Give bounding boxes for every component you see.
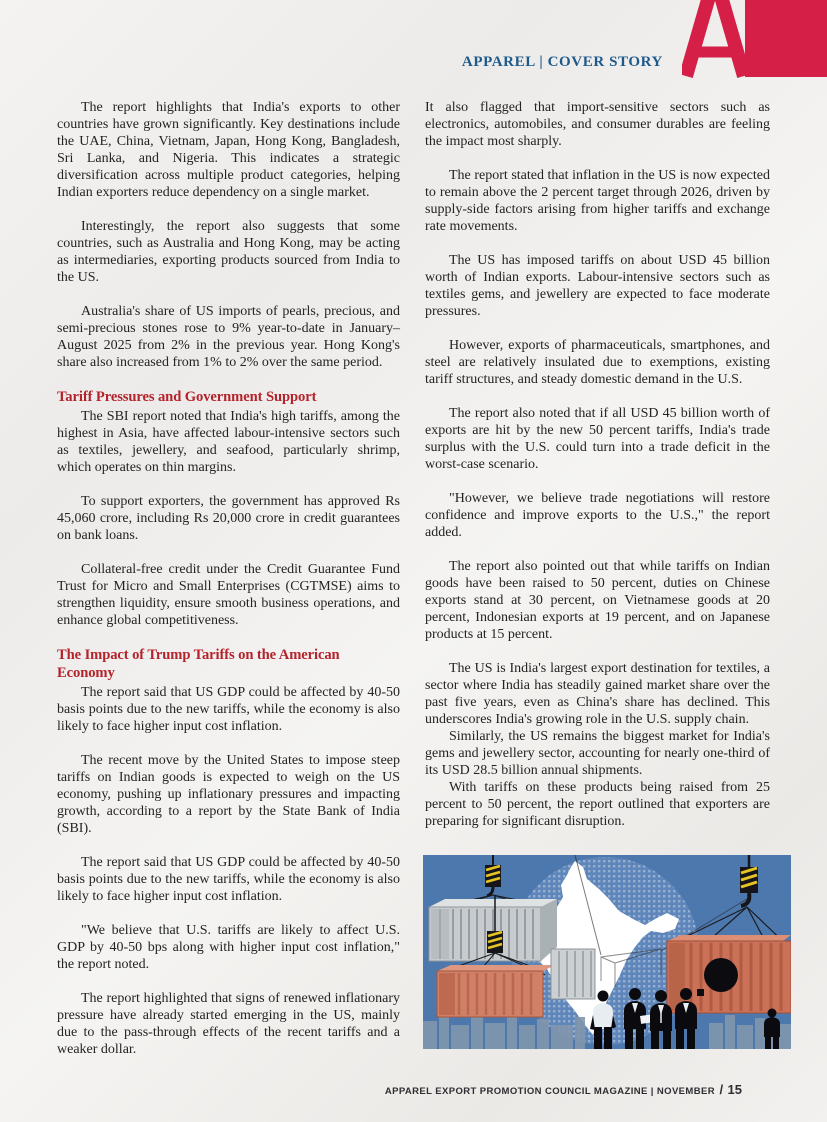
body-paragraph: Interestingly, the report also suggests that some countries, such as Australia and Hong Kong, may be acting as intermediaries, exporting products sourced from India to the US. <box>57 219 400 285</box>
body-paragraph: The SBI report noted that India's high tariffs, among the highest in Asia, have affected labour-intensive sectors such as textiles, jewellery, and seafood, particularly shrimp, which operates on thin margins. <box>57 409 400 475</box>
body-paragraph: The US has imposed tariffs on about USD 45 billion worth of Indian exports. Labour-intensive sectors such as textiles gems, and jewellery are expected to face moderate pressures. <box>425 253 770 319</box>
body-paragraph: The recent move by the United States to impose steep tariffs on Indian goods is expected to weigh on the US economy, pushing up inflationary pressures and impacting growth, according to a report by the State Bank of India (SBI). <box>57 753 400 836</box>
section-heading-trump-tariffs: The Impact of Trump Tariffs on the American Economy <box>57 647 340 681</box>
section-heading-tariff-pressures: Tariff Pressures and Government Support <box>57 389 317 405</box>
body-paragraph: With tariffs on these products being raised from 25 percent to 50 percent, the report outlined that exporters are preparing for significant disruption. <box>425 780 770 829</box>
body-paragraph: The report also noted that if all USD 45 billion worth of exports are hit by the new 50 percent tariffs, India's trade surplus with the U.S. could turn into a trade deficit in the worst-case scenario. <box>425 406 770 472</box>
logo-letter-a <box>686 0 744 76</box>
body-paragraph: "We believe that U.S. tariffs are likely to affect U.S. GDP by 40-50 bps along with higher input cost inflation," the report noted. <box>57 923 400 972</box>
body-paragraph: Similarly, the US remains the biggest market for India's gems and jewellery sector, accounting for nearly one-third of its USD 28.5 billion annual shipments. <box>425 729 770 778</box>
trade-illustration <box>423 855 791 1049</box>
body-paragraph: It also flagged that import-sensitive sectors such as electronics, automobiles, and consumer durables are feeling the impact most sharply. <box>425 100 770 149</box>
footer-magazine-label: APPAREL EXPORT PROMOTION COUNCIL MAGAZINE | NOVEMBER <box>384 1086 715 1097</box>
left-column <box>57 99 400 1075</box>
body-paragraph: The report highlights that India's exports to other countries have grown significantly. Key destinations include the UAE, China, Vietnam, Japan, Hong Kong, Bangladesh, Sri Lanka, and Nigeria. This indicates a strategic diversification across multiple product categories, helping Indian exporters reduce dependency on a single market. <box>57 100 400 200</box>
body-paragraph: The report said that US GDP could be affected by 40-50 basis points due to the new tariffs, while the economy is also likely to face higher input cost inflation. <box>57 855 400 904</box>
footer-separator: / <box>719 1082 724 1097</box>
body-paragraph: The US is India's largest export destination for textiles, a sector where India has steadily gained market share over the past five years, even as China's share has declined. This underscores India's growing role in the U.S. supply chain. <box>425 661 770 727</box>
small-gray-container-icon <box>551 949 595 999</box>
body-paragraph: The report said that US GDP could be affected by 40-50 basis points due to the new tariffs, while the economy is also likely to face higher input cost inflation. <box>57 685 400 734</box>
page-footer <box>385 1081 742 1099</box>
body-paragraph: To support exporters, the government has approved Rs 45,060 crore, including Rs 20,000 crore in credit guarantees on bank loans. <box>57 494 400 543</box>
container-port-hole <box>704 958 738 992</box>
logo-red-block <box>745 0 827 77</box>
body-paragraph: "However, we believe trade negotiations will restore confidence and improve exports to the U.S.," the report added. <box>425 491 770 540</box>
body-paragraph: The report stated that inflation in the US is now expected to remain above the 2 percent target through 2026, driven by supply-side factors arising from higher tariffs and exchange rate movements. <box>425 168 770 234</box>
salmon-container-icon <box>437 965 555 1017</box>
body-paragraph: Collateral-free credit under the Credit Guarantee Fund Trust for Micro and Small Enterprises (CGTMSE) aims to strengthen liquidity, ensure smooth business operations, and enhance global competitiveness. <box>57 562 400 628</box>
section-header: APPAREL | COVER STORY <box>461 54 663 70</box>
footer-page-number: 15 <box>727 1082 742 1097</box>
body-paragraph: The report highlighted that signs of renewed inflationary pressure have already started emerging in the US, mainly due to the pass-through effects of the recent tariffs and a weaker dollar. <box>57 991 400 1057</box>
apparel-logo-icon <box>682 0 827 80</box>
body-paragraph: However, exports of pharmaceuticals, smartphones, and steel are relatively insulated due to exemptions, existing tariff structures, and steady domestic demand in the U.S. <box>425 338 770 387</box>
body-paragraph: Australia's share of US imports of pearls, precious, and semi-precious stones rose to 9% year-to-date in January–August 2025 from 2% in the previous year. Hong Kong's share also increased from 1% to 2% over the same period. <box>57 304 400 370</box>
body-paragraph: The report also pointed out that while tariffs on Indian goods have been raised to 50 percent, duties on Chinese exports stand at 30 percent, on Vietnamese goods at 20 percent, Indonesian exports at 19 percent, and on Japanese products at 15 percent. <box>425 559 770 642</box>
